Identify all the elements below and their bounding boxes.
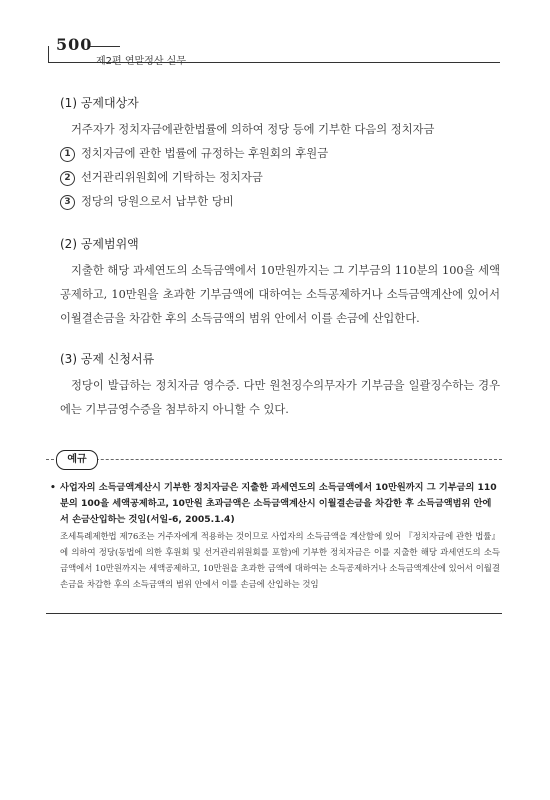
header-bracket [48,46,55,63]
ruling-end-rule [46,613,502,614]
bullet-icon: • [50,482,56,493]
list-item [60,142,500,166]
application-documents-paragraph: 정당이 발급하는 정치자금 영수증. 다만 원천징수의무자가 기부금을 일괄징수하는 경우에는 기부금영수증을 첨부하지 아니할 수 있다. [60,379,500,416]
page-number: 500 [56,35,93,54]
circled-number-1: 1 [60,147,75,162]
header-rule-top [90,46,120,47]
ruling-divider [46,459,502,460]
list-item [60,166,500,190]
list-item [60,190,500,214]
ruling-case [48,480,500,592]
deduction-target-intro: 거주자가 정치자금에관한법률에 의하여 정당 등에 기부한 다음의 정치자금 [71,123,435,136]
deduction-target-list [60,118,500,214]
list-item-text: 정당의 당원으로서 납부한 당비 [81,195,234,208]
chapter-title: 제2편 연말정산 실무 [96,56,186,67]
ruling-body: 조세특례제한법 제76조는 거주자에게 적용하는 것이므로 사업자의 소득금액을 계산함에 있어 『정치자금에 관한 법률』에 의하여 정당(동법에 의한 후원회 및 선거관리위원회를 포함)에 기부한 정치자금은 이를 지출한 해당 과세연도의 소득금액에서 10만원까지는 세액공제하고, 10만원을 초과한 금액에 대하여는 소득공제하거나 소득금액계산에 있어서 이월결손금을 차감한 후의 소득금액의 범위 안에서 이를 손금에 산입하는 것임 [60,531,500,589]
section-title-deduction-range: (2) 공제범위액 [60,237,139,251]
list-item-text: 선거관리위원회에 기탁하는 정치자금 [81,171,263,184]
section-title-deduction-target: (1) 공제대상자 [60,96,139,110]
deduction-range-paragraph: 지출한 해당 과세연도의 소득금액에서 10만원까지는 그 기부금의 110분의 100을 세액공제하고, 10만원을 초과한 기부금액에 대하여는 소득공제하거나 소득금액계산에 있어서 이월결손금을 차감한 후의 소득금액의 범위 안에서 이를 손금에 산입한다. [60,264,500,325]
circled-number-3: 3 [60,195,75,210]
ruling-headline-text: 사업자의 소득금액계산시 기부한 정치자금은 지출한 과세연도의 소득금액에서 10만원까지 그 기부금의 110분의 100을 세액공제하고, 10만원 초과금액은 소득금액계산시 이월결손금을 차감한 후 소득금액범위 안에서 손금산입하는 것임(서일-6, 2005.1.4) [60,482,497,525]
ruling-headline [48,480,500,528]
section-title-application-documents: (3) 공제 신청서류 [60,352,155,366]
circled-number-2: 2 [60,171,75,186]
list-item-text: 정치자금에 관한 법률에 규정하는 후원회의 후원금 [81,147,329,160]
ruling-tag: 예규 [56,450,98,470]
